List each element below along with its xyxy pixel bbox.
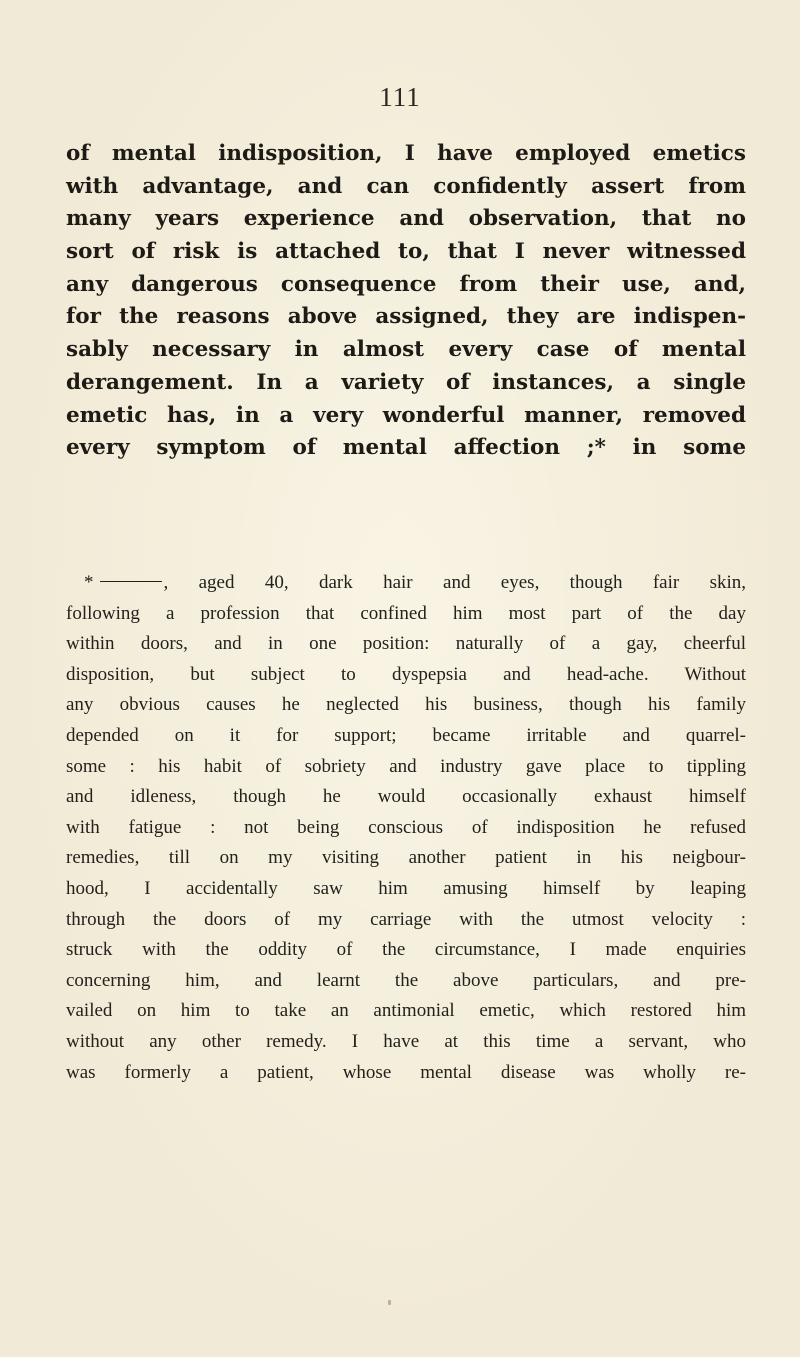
footnote-line: and idleness, though he would occasionally exhaust himself — [66, 786, 746, 808]
footnote — [66, 568, 746, 1088]
body-line: of mental indisposition, I have employed emetics — [66, 141, 746, 166]
footnote-line: disposition, but subject to dyspepsia and head-ache. Without — [66, 663, 746, 685]
name-omission-dash — [100, 581, 162, 582]
footnote-line: hood, I accidentally saw him amusing himself by leaping — [66, 877, 746, 899]
body-line: every symptom of mental affection ;* in some — [66, 435, 746, 461]
body-line: any dangerous consequence from their use, and, — [66, 271, 746, 297]
footnote-first-line-text: , aged 40, dark hair and eyes, though fair skin, — [163, 572, 746, 593]
footnote-line: some : his habit of sobriety and industry gave place to tippling — [66, 755, 746, 777]
body-line: sort of risk is attached to, that I never witnessed — [66, 239, 746, 265]
footnote-line: was formerly a patient, whose mental disease was wholly re- — [66, 1061, 746, 1083]
footnote-line: with fatigue : not being conscious of indisposition he refused — [66, 816, 746, 838]
footnote-line: vailed on him to take an antimonial emetic, which restored him — [66, 1000, 746, 1022]
body-line: emetic has, in a very wonderful manner, removed — [66, 402, 746, 428]
footnote-first-line — [66, 568, 746, 599]
body-text — [66, 138, 746, 465]
page-number: 111 — [379, 82, 421, 112]
footnote-line: concerning him, and learnt the above particulars, and pre- — [66, 969, 746, 991]
footnote-line: following a profession that confined him most part of the day — [66, 602, 746, 624]
body-line: for the reasons above assigned, they are indispen- — [66, 304, 746, 330]
footnote-line: remedies, till on my visiting another patient in his neigbour- — [66, 847, 746, 869]
footnote-line: without any other remedy. I have at this time a servant, who — [66, 1030, 746, 1052]
footnote-line: struck with the oddity of the circumstance, I made enquiries — [66, 939, 746, 961]
footnote-line: through the doors of my carriage with the utmost velocity : — [66, 908, 746, 930]
footnote-marker: * — [84, 572, 94, 593]
body-line: sably necessary in almost every case of mental — [66, 337, 746, 363]
footnote-line: any obvious causes he neglected his business, though his family — [66, 694, 746, 716]
paper-speck — [388, 1300, 391, 1305]
footnote-line: within doors, and in one position: naturally of a gay, cheerful — [66, 633, 746, 655]
body-line: derangement. In a variety of instances, a single — [66, 369, 746, 395]
footnote-line: depended on it for support; became irritable and quarrel- — [66, 724, 746, 746]
body-line: many years experience and observation, that no — [66, 206, 746, 232]
body-line: with advantage, and can confidently assert from — [66, 173, 746, 199]
